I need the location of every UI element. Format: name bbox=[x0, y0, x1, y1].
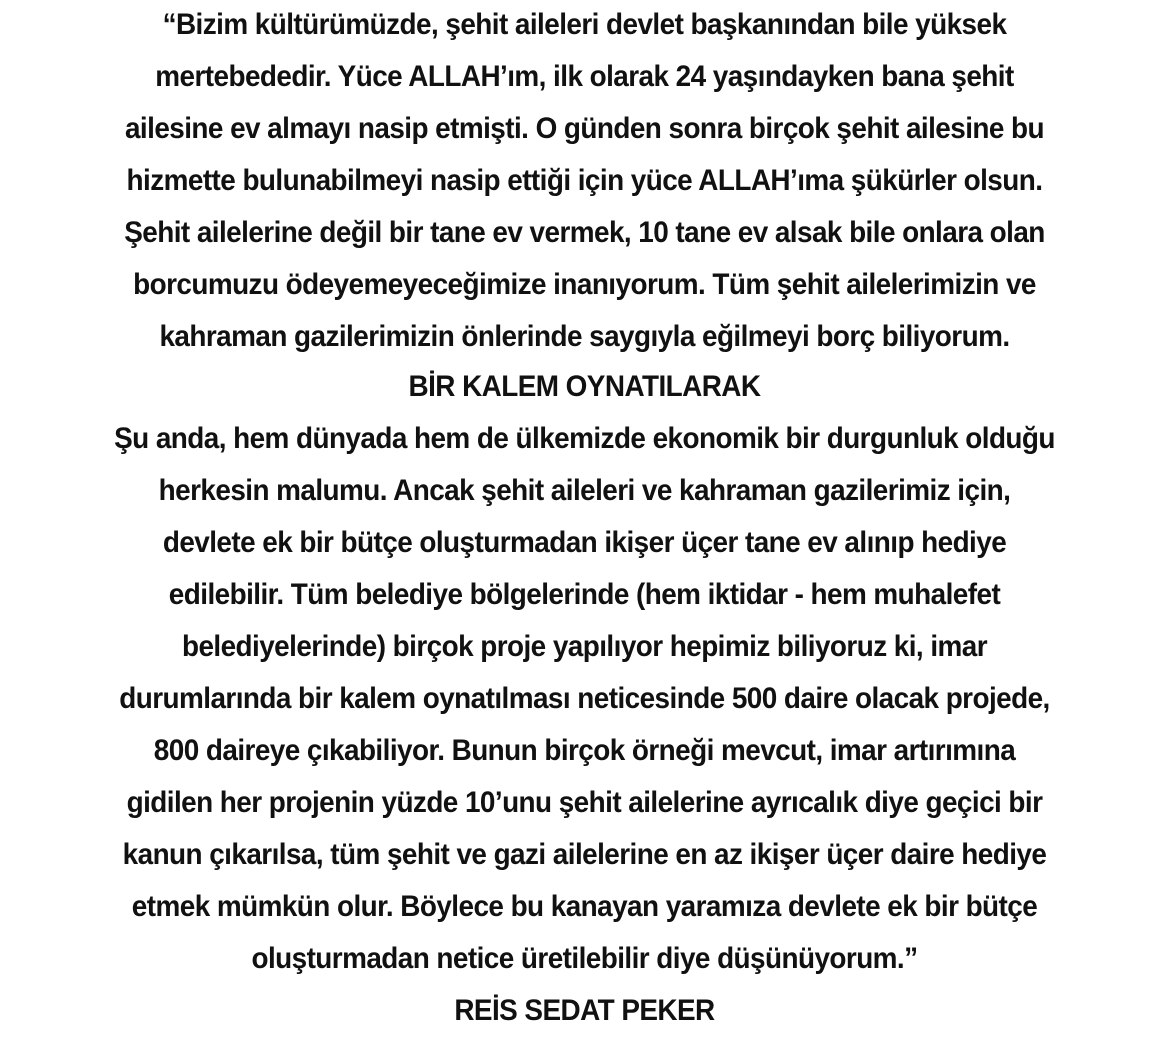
quote-line: edilebilir. Tüm belediye bölgelerinde (hem iktidar - hem muhalefet bbox=[168, 578, 1001, 611]
quote-line: kahraman gazilerimizin önlerinde saygıyla eğilmeyi borç biliyorum. bbox=[159, 320, 1010, 353]
quote-line: Şehit ailelerine değil bir tane ev vermek, 10 tane ev alsak bile onlara olan bbox=[124, 216, 1045, 249]
quote-line: durumlarında bir kalem oynatılması neticesinde 500 daire olacak projede, bbox=[119, 682, 1050, 715]
quote-line: Şu anda, hem dünyada hem de ülkemizde ekonomik bir durgunluk olduğu bbox=[114, 422, 1055, 455]
quote-line: oluşturmadan netice üretilebilir diye düşünüyorum.” bbox=[251, 942, 918, 975]
quote-line: “Bizim kültürümüzde, şehit aileleri devlet başkanından bile yüksek bbox=[162, 8, 1007, 41]
quote-line: hizmette bulunabilmeyi nasip ettiği için yüce ALLAH’ıma şükürler olsun. bbox=[126, 164, 1043, 197]
quote-line: mertebededir. Yüce ALLAH’ım, ilk olarak 24 yaşındayken bana şehit bbox=[155, 60, 1014, 93]
quote-line: belediyelerinde) birçok proje yapılıyor hepimiz biliyoruz ki, imar bbox=[181, 630, 988, 663]
quote-line: ailesine ev almayı nasip etmişti. O günden sonra birçok şehit ailesine bu bbox=[124, 112, 1045, 145]
quote-line: herkesin malumu. Ancak şehit aileleri ve kahraman gazilerimiz için, bbox=[158, 474, 1011, 507]
quote-line: 800 daireye çıkabiliyor. Bunun birçok örneği mevcut, imar artırımına bbox=[153, 734, 1016, 767]
section-heading: BİR KALEM OYNATILARAK bbox=[408, 370, 761, 403]
quote-line: etmek mümkün olur. Böylece bu kanayan yaramıza devlete ek bir bütçe bbox=[131, 890, 1038, 923]
quote-line: borcumuzu ödeyemeyeceğimize inanıyorum. Tüm şehit ailelerimizin ve bbox=[133, 268, 1036, 301]
quote-line: gidilen her projenin yüzde 10’unu şehit ailelerine ayrıcalık diye geçici bir bbox=[126, 786, 1043, 819]
quote-line: kanun çıkarılsa, tüm şehit ve gazi ailelerine en az ikişer üçer daire hediye bbox=[122, 838, 1047, 871]
author-signature: REİS SEDAT PEKER bbox=[454, 994, 715, 1027]
quote-line: devlete ek bir bütçe oluşturmadan ikişer üçer tane ev alınıp hediye bbox=[162, 526, 1007, 559]
